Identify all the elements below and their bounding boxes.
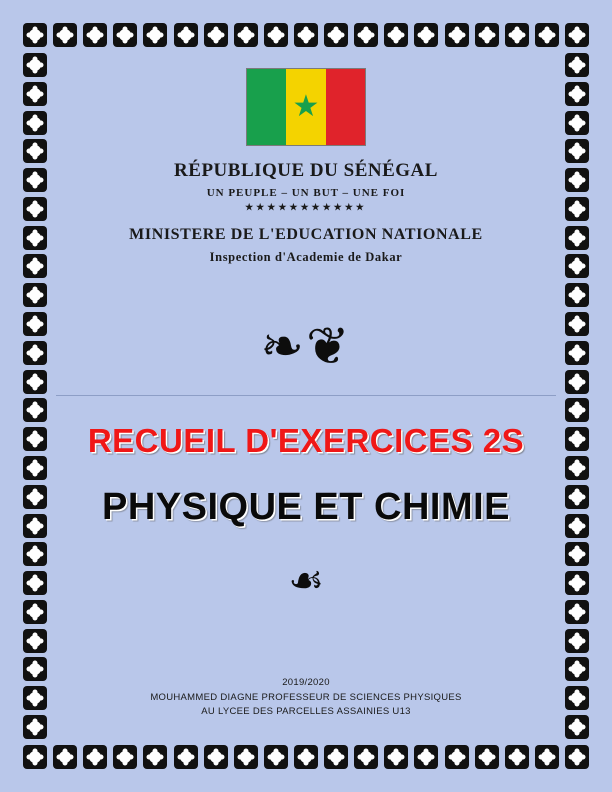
ornament-icon: [474, 744, 500, 770]
footer-block: [56, 676, 556, 720]
ornament-icon: [564, 599, 590, 625]
flag-band-green: [247, 69, 286, 145]
ornament-icon: [564, 397, 590, 423]
leaf-ornament-icon: ☙: [288, 558, 324, 604]
ornament-icon: [112, 744, 138, 770]
ornament-icon: [22, 225, 48, 251]
ornament-icon: [564, 541, 590, 567]
ornament-icon: [233, 744, 259, 770]
ornament-icon: [22, 570, 48, 596]
ornament-icon: [22, 167, 48, 193]
border-row-top: [22, 22, 590, 48]
ministry-title: MINISTERE DE L'EDUCATION NATIONALE: [129, 226, 483, 243]
ornament-icon: [564, 225, 590, 251]
ornament-icon: [564, 570, 590, 596]
cover-content: [56, 54, 556, 738]
republic-title: RÉPUBLIQUE DU SÉNÉGAL: [174, 160, 438, 181]
ornament-icon: [564, 484, 590, 510]
ornament-icon: [142, 744, 168, 770]
ornament-icon: [173, 22, 199, 48]
ornament-icon: [22, 541, 48, 567]
ornament-icon: [564, 311, 590, 337]
flag-star-icon: ★: [292, 90, 320, 123]
footer-year: 2019/2020: [282, 676, 330, 688]
ornament-icon: [383, 744, 409, 770]
ornament-icon: [564, 282, 590, 308]
ornament-icon: [323, 22, 349, 48]
page-subtitle: PHYSIQUE ET CHIMIE: [101, 486, 511, 528]
divider-top: [56, 395, 556, 396]
ornament-icon: [22, 628, 48, 654]
ornament-icon: [564, 52, 590, 78]
ornament-icon: [564, 253, 590, 279]
ornament-icon: [323, 744, 349, 770]
border-col-right: [564, 52, 590, 740]
star-divider: ★★★★★★★★★★★: [245, 202, 367, 212]
ornament-icon: [22, 714, 48, 740]
ornament-icon: [22, 138, 48, 164]
ornament-icon: [564, 744, 590, 770]
ornament-icon: [22, 426, 48, 452]
ornament-icon: [564, 340, 590, 366]
ornament-icon: [564, 426, 590, 452]
ornament-icon: [564, 685, 590, 711]
ornament-icon: [534, 22, 560, 48]
ornament-icon: [22, 22, 48, 48]
ornament-icon: [173, 744, 199, 770]
ornament-icon: [22, 599, 48, 625]
ornament-icon: [263, 744, 289, 770]
ornament-icon: [22, 397, 48, 423]
footer-author: MOUHAMMED DIAGNE PROFESSEUR DE SCIENCES PHYSIQUES: [150, 691, 462, 703]
ornament-icon: [22, 340, 48, 366]
ornament-icon: [82, 744, 108, 770]
ornament-icon: [564, 628, 590, 654]
ornament-icon: [22, 455, 48, 481]
ornament-icon: [413, 22, 439, 48]
ornament-icon: [564, 167, 590, 193]
ornament-icon: [22, 81, 48, 107]
ornament-icon: [22, 744, 48, 770]
ornament-icon: [504, 22, 530, 48]
ornament-icon: [564, 513, 590, 539]
ornament-icon: [564, 714, 590, 740]
ornament-icon: [564, 656, 590, 682]
ornament-icon: [203, 744, 229, 770]
ornament-icon: [353, 744, 379, 770]
flourish-ornament-icon: ❧❦: [260, 317, 352, 377]
page-title: RECUEIL D'EXERCICES 2S: [87, 422, 525, 459]
ornament-icon: [22, 513, 48, 539]
national-motto: UN PEUPLE – UN BUT – UNE FOI: [206, 187, 406, 199]
ornament-icon: [22, 369, 48, 395]
ornament-icon: [52, 22, 78, 48]
flag-band-red: [326, 69, 365, 145]
header-block: [56, 160, 556, 265]
ornament-icon: [564, 196, 590, 222]
ornament-icon: [504, 744, 530, 770]
ornament-icon: [22, 110, 48, 136]
ornament-icon: [293, 22, 319, 48]
ornament-icon: [22, 196, 48, 222]
ornament-icon: [564, 138, 590, 164]
ornament-icon: [293, 744, 319, 770]
ornament-icon: [564, 81, 590, 107]
senegal-flag-icon: [246, 68, 366, 146]
ornament-icon: [22, 52, 48, 78]
ornament-icon: [233, 22, 259, 48]
ornament-icon: [142, 22, 168, 48]
ornament-icon: [413, 744, 439, 770]
ornament-icon: [444, 744, 470, 770]
ornament-icon: [22, 282, 48, 308]
ornament-icon: [112, 22, 138, 48]
ornament-icon: [203, 22, 229, 48]
border-row-bottom: [22, 744, 590, 770]
ornament-icon: [564, 369, 590, 395]
ornament-icon: [22, 685, 48, 711]
ornament-icon: [564, 22, 590, 48]
flag-band-yellow: [286, 69, 325, 145]
ornament-icon: [444, 22, 470, 48]
ornament-icon: [22, 656, 48, 682]
ornament-icon: [82, 22, 108, 48]
footer-school: AU LYCEE DES PARCELLES ASSAINIES U13: [201, 706, 411, 718]
ornament-icon: [22, 311, 48, 337]
inspection-title: Inspection d'Academie de Dakar: [209, 250, 403, 264]
ornament-icon: [383, 22, 409, 48]
ornament-icon: [52, 744, 78, 770]
ornament-icon: [564, 110, 590, 136]
ornament-icon: [474, 22, 500, 48]
ornament-icon: [564, 455, 590, 481]
ornament-icon: [534, 744, 560, 770]
ornament-icon: [22, 484, 48, 510]
ornament-icon: [353, 22, 379, 48]
ornament-icon: [263, 22, 289, 48]
ornament-icon: [22, 253, 48, 279]
border-col-left: [22, 52, 48, 740]
